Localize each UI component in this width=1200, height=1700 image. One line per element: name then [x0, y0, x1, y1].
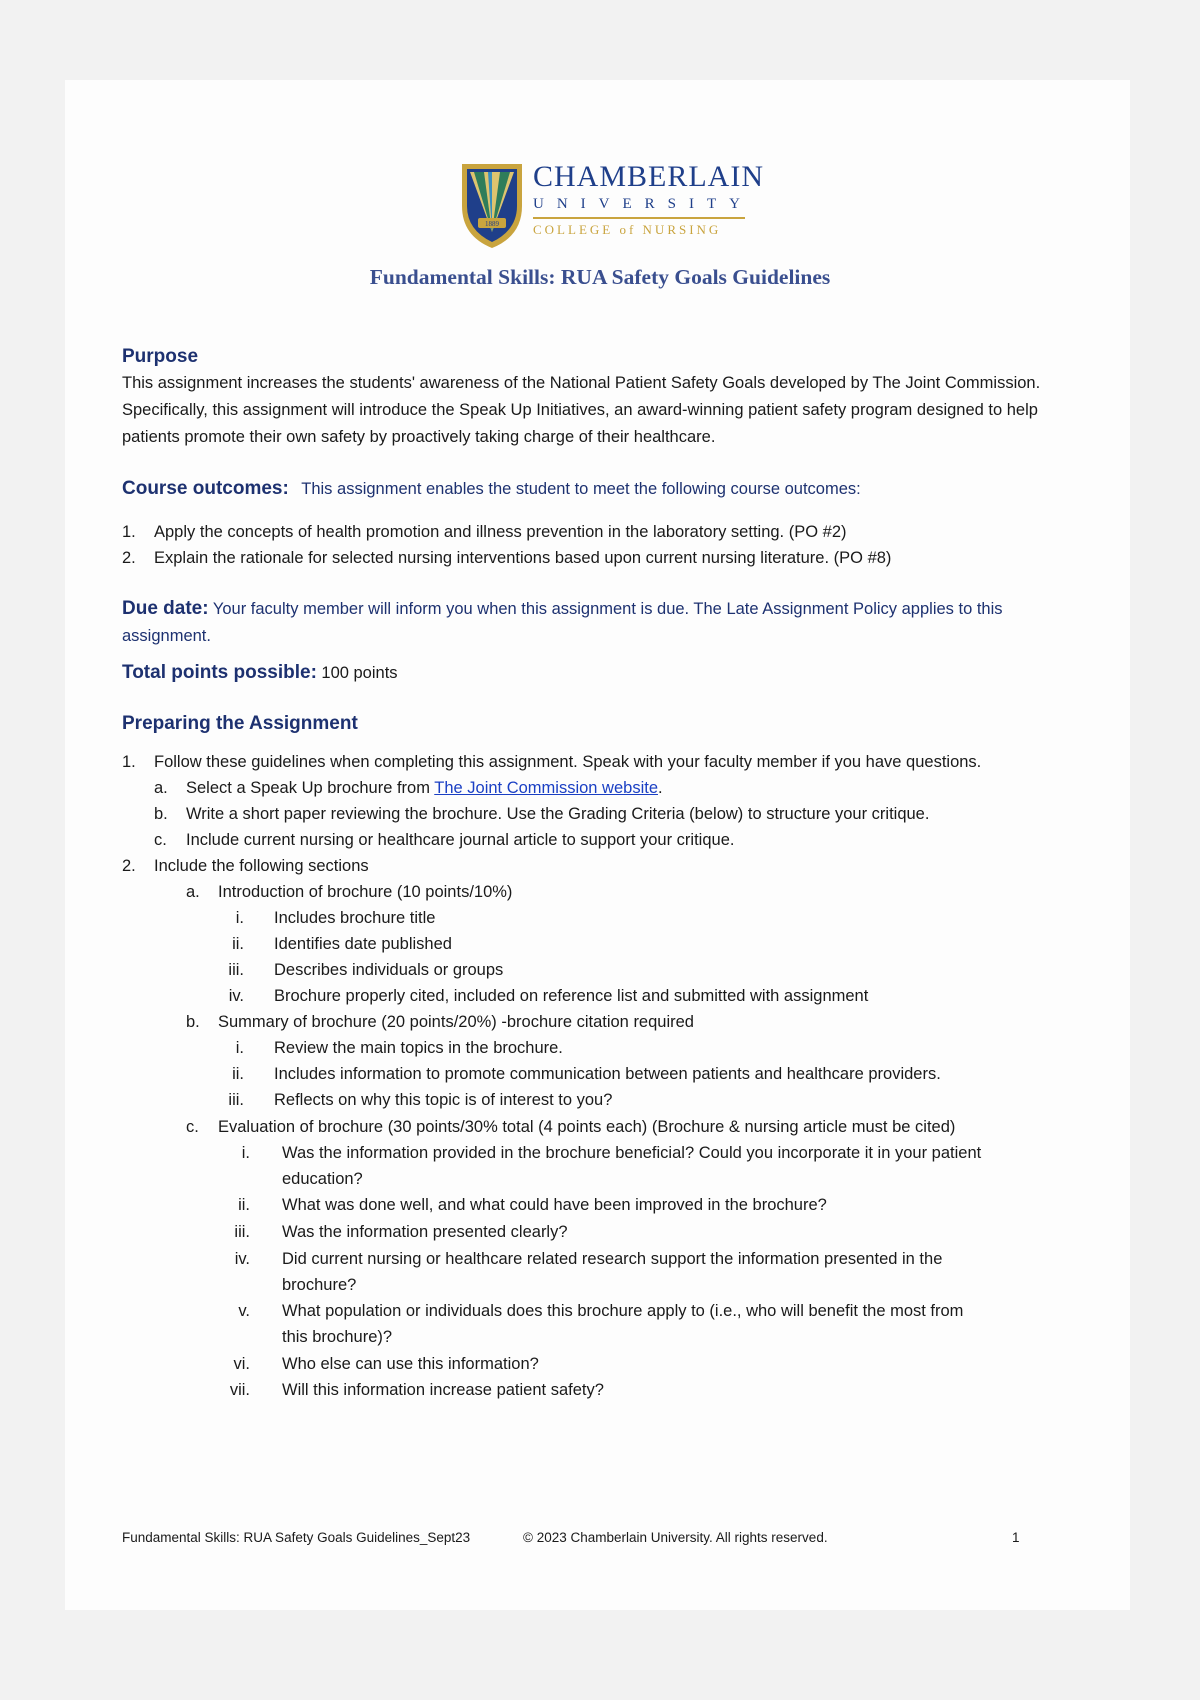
- list-item: 2.: [122, 549, 136, 567]
- list-num: a.: [154, 779, 168, 797]
- logo-college: COLLEGE of NURSING: [533, 222, 722, 237]
- joint-commission-link[interactable]: The Joint Commission website: [434, 779, 658, 797]
- list-num: i.: [241, 1144, 250, 1162]
- list-num: iv.: [234, 1250, 250, 1268]
- list-num: b.: [154, 805, 168, 823]
- svg-text:1889: 1889: [485, 220, 499, 228]
- list-num: vi.: [233, 1355, 250, 1373]
- footer-page-number: 1: [1012, 1530, 1020, 1545]
- list-item-text: Summary of brochure (20 points/20%) -brochure citation required: [218, 1013, 694, 1031]
- list-num: b.: [186, 1013, 200, 1031]
- list-item-text: education?: [282, 1170, 363, 1188]
- page-title: Fundamental Skills: RUA Safety Goals Guidelines: [369, 265, 831, 289]
- list-item: 1.: [122, 523, 136, 541]
- list-num: c.: [186, 1118, 199, 1136]
- outcomes-heading: Course outcomes:: [122, 478, 289, 499]
- list-item-text: Evaluation of brochure (30 points/30% total (4 points each) (Brochure & nursing article must be cited): [218, 1118, 956, 1136]
- list-num: i.: [235, 909, 244, 927]
- list-item-text: Apply the concepts of health promotion and illness prevention in the laboratory setting. (PO #2): [154, 523, 847, 541]
- list-num: iii.: [234, 1223, 250, 1241]
- list-item-text: Explain the rationale for selected nursing interventions based upon current nursing literature. (PO #8): [154, 549, 892, 567]
- chamberlain-logo: [458, 160, 765, 252]
- due-date-heading: Due date:: [122, 598, 209, 619]
- list-num: ii.: [232, 1065, 244, 1083]
- preparing-heading: Preparing the Assignment: [122, 713, 358, 734]
- purpose-text: This assignment increases the students' awareness of the National Patient Safety Goals developed by The Joint Commission. Specifically, this assignment will introduce the Speak Up Initiatives, an award-winning patient safety program designed to help patients promote their own safety by proactively taking charge of their healthcare.: [122, 374, 1041, 446]
- list-item-text: What was done well, and what could have been improved in the brochure?: [282, 1196, 827, 1214]
- list-num: vii.: [229, 1381, 250, 1399]
- due-date-text: Your faculty member will inform you when this assignment is due. The Late Assignment Policy applies to this assignment.: [122, 600, 1003, 645]
- list-item-text: Identifies date published: [274, 935, 452, 953]
- purpose-heading: Purpose: [122, 346, 199, 367]
- list-item-text: Was the information presented clearly?: [282, 1223, 568, 1241]
- list-num: 2.: [122, 857, 136, 875]
- list-num: iv.: [228, 987, 244, 1005]
- list-num: ii.: [238, 1196, 250, 1214]
- list-item-text: Was the information provided in the brochure beneficial? Could you incorporate it in your patient: [282, 1144, 982, 1162]
- list-num: iii.: [228, 1091, 244, 1109]
- list-item-text: Describes individuals or groups: [274, 961, 504, 979]
- due-date-block: [122, 595, 1077, 650]
- list-item-text: brochure?: [282, 1276, 357, 1294]
- list-num: v.: [238, 1302, 250, 1320]
- list-item-text: Select a Speak Up brochure from The Joint Commission website.: [186, 779, 663, 797]
- list-num: c.: [154, 831, 167, 849]
- logo-university: UNIVERSITY: [533, 194, 745, 219]
- points-heading: Total points possible:: [122, 662, 317, 683]
- list-item-text: this brochure)?: [282, 1328, 393, 1346]
- list-item-text: Brochure properly cited, included on reference list and submitted with assignment: [274, 987, 869, 1005]
- footer-copyright: © 2023 Chamberlain University. All rights reserved.: [523, 1530, 828, 1545]
- list-num: iii.: [228, 961, 244, 979]
- outcomes-line: [122, 478, 861, 500]
- outcomes-intro: This assignment enables the student to meet the following course outcomes:: [301, 480, 861, 498]
- list-item-text: Include the following sections: [154, 857, 369, 875]
- points-text: 100 points: [321, 664, 398, 682]
- list-item-text: Will this information increase patient safety?: [282, 1381, 604, 1399]
- list-item-text: Who else can use this information?: [282, 1355, 539, 1373]
- list-item-text: Write a short paper reviewing the brochure. Use the Grading Criteria (below) to structure your critique.: [186, 805, 930, 823]
- list-num: 1.: [122, 753, 136, 771]
- list-item-text: What population or individuals does this brochure apply to (i.e., who will benefit the most from: [282, 1302, 964, 1320]
- list-num: ii.: [232, 935, 244, 953]
- list-item-text: Include current nursing or healthcare journal article to support your critique.: [186, 831, 735, 849]
- list-item-text: Reflects on why this topic is of interest to you?: [274, 1091, 613, 1109]
- shield-icon: [458, 160, 526, 252]
- list-item-text: Review the main topics in the brochure.: [274, 1039, 563, 1057]
- points-line: [122, 662, 398, 684]
- list-item-text: Includes brochure title: [274, 909, 436, 927]
- list-num: a.: [186, 883, 200, 901]
- footer-left: Fundamental Skills: RUA Safety Goals Guidelines_Sept23: [122, 1530, 471, 1545]
- list-item-text: Did current nursing or healthcare related research support the information presented in the: [282, 1250, 943, 1268]
- list-item-text: Introduction of brochure (10 points/10%): [218, 883, 513, 901]
- logo-name: CHAMBERLAIN: [533, 160, 765, 193]
- list-item-text: Includes information to promote communication between patients and healthcare providers.: [274, 1065, 941, 1083]
- list-num: i.: [235, 1039, 244, 1057]
- list-item-text: Follow these guidelines when completing this assignment. Speak with your faculty member if you have questions.: [154, 753, 982, 771]
